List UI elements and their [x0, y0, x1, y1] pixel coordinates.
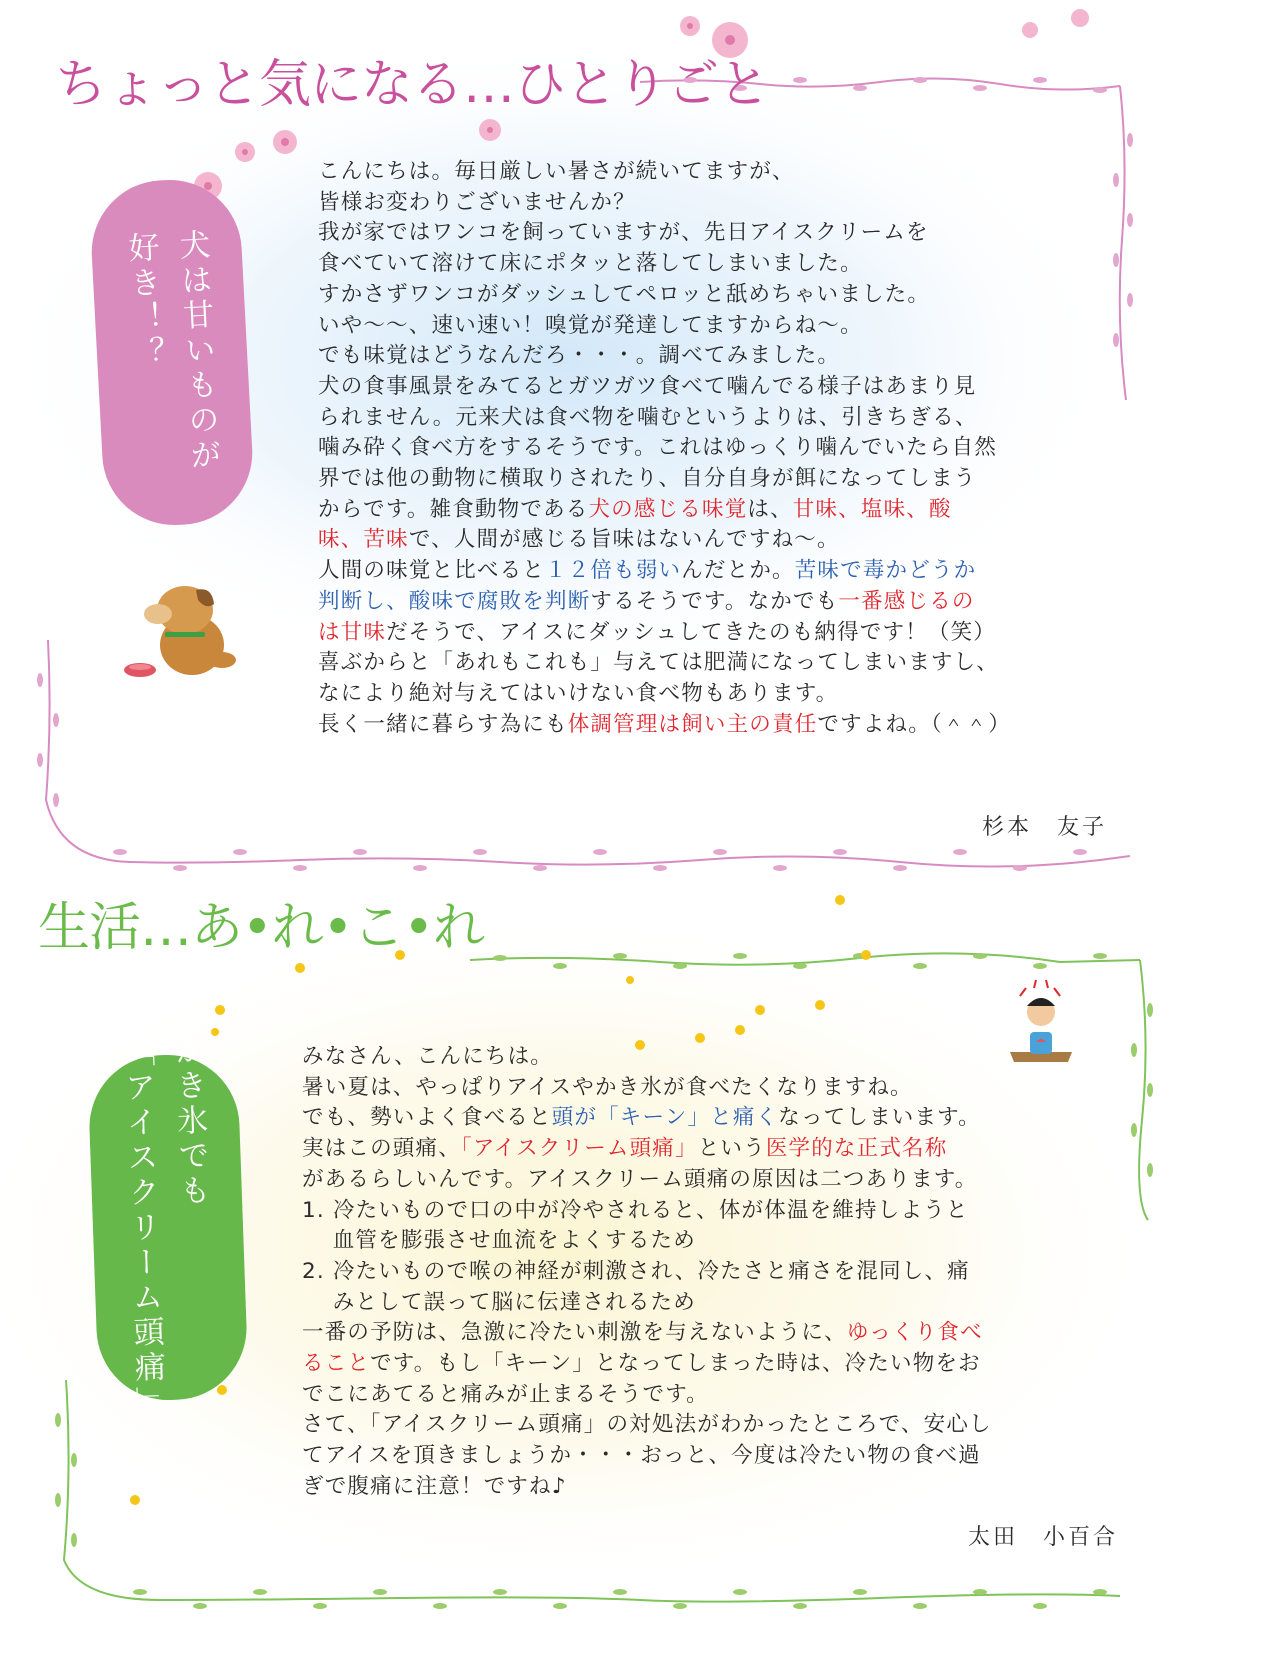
highlighted-text: ゆっくり食べ — [846, 1320, 983, 1346]
article-line — [318, 679, 1011, 710]
text-segment: 喜ぶからと「あれもこれも」与えては肥満になってしまいますし、 — [318, 650, 1000, 676]
article-line — [318, 618, 1011, 649]
text-segment: なってしまいます。 — [778, 1105, 981, 1131]
text-segment: からです。雑食動物である — [318, 496, 589, 522]
text-segment: 2. 冷たいもので喉の神経が刺激され、冷たさと痛さを混同し、痛 — [302, 1258, 970, 1284]
section2-topic-pill — [87, 1033, 249, 1422]
highlighted-text: １２倍も弱い — [545, 558, 682, 584]
text-segment: ぎで腹痛に注意！ですね♪ — [302, 1473, 567, 1499]
article-line — [318, 587, 1011, 618]
article-line — [302, 1226, 992, 1257]
cherry-blossom-icon — [1022, 22, 1038, 38]
text-segment: だそうで、アイスにダッシュしてきたのも納得です！（笑） — [386, 619, 997, 645]
highlighted-text: 体調管理は飼い主の責任 — [567, 711, 818, 737]
article-line — [302, 1349, 992, 1380]
article-line — [302, 1257, 992, 1288]
text-segment: 一番の予防は、急激に冷たい刺激を与えないように、 — [302, 1320, 847, 1346]
firefly-icon — [835, 895, 845, 905]
text-segment: てアイスを頂きましょうか・・・おっと、今度は冷たい物の食べ過 — [302, 1443, 981, 1469]
article-line — [302, 1288, 992, 1319]
firefly-icon — [295, 963, 305, 973]
article-line — [318, 372, 1011, 403]
text-segment: られません。元来犬は食べ物を噛むというよりは、引きちぎる、 — [318, 404, 978, 430]
text-segment: 我が家ではワンコを飼っていますが、先日アイスクリームを — [318, 220, 929, 246]
text-segment: 皆様お変わりございませんか？ — [318, 189, 636, 215]
highlighted-text: 「アイスクリーム頭痛」 — [460, 1136, 698, 1162]
text-segment: んだとか。 — [681, 558, 795, 584]
text-segment: があるらしいんです。アイスクリーム頭痛の原因は二つあります。 — [302, 1166, 978, 1192]
highlighted-text: 苦味で毒かどうか — [794, 558, 977, 584]
article-line — [302, 1165, 992, 1196]
text-segment: は、 — [747, 496, 793, 522]
text-segment: 噛み砕く食べ方をするそうです。これはゆっくり噛んでいたら自然 — [318, 435, 998, 461]
firefly-icon — [755, 1005, 765, 1015]
highlighted-text: 甘味、塩味、酸 — [792, 496, 952, 522]
article-line — [318, 157, 1011, 188]
text-segment: で、人間が感じる旨味はないんですね～。 — [408, 527, 840, 553]
text-segment: ですよね。（＾＾） — [817, 711, 1011, 737]
text-segment: 実はこの頭痛、 — [302, 1136, 461, 1162]
text-segment: 界では他の動物に横取りされたり、自分自身が餌になってしまう — [318, 466, 977, 492]
text-segment: でも、勢いよく食べると — [302, 1105, 552, 1131]
article-line — [318, 556, 1011, 587]
section1-title: ちょっと気になる…ひとりごと — [55, 55, 770, 115]
text-segment: なにより絶対与えてはいけない食べ物もあります。 — [318, 680, 839, 706]
cherry-blossom-icon — [1071, 9, 1089, 27]
firefly-icon — [735, 1025, 745, 1035]
text-segment: 血管を膨張させ血流をよくするため — [302, 1228, 696, 1254]
text-segment: 人間の味覚と比べると — [318, 558, 546, 584]
firefly-icon — [861, 950, 871, 960]
section2-article-text — [302, 1042, 992, 1503]
article-line — [302, 1441, 992, 1472]
firefly-icon — [815, 1000, 825, 1010]
article-line — [318, 495, 1011, 526]
highlighted-text: 医学的な正式名称 — [765, 1136, 948, 1162]
text-segment: でこにあてると痛みが止まるそうです。 — [302, 1381, 709, 1407]
section1-author: 杉本 友子 — [982, 815, 1108, 840]
article-line — [318, 403, 1011, 434]
text-segment: いや～～、速い速い！嗅覚が発達してますからね～。 — [318, 312, 863, 338]
text-segment: みなさん、こんにちは。 — [302, 1044, 553, 1069]
article-line — [318, 710, 1011, 741]
firefly-icon — [215, 1005, 225, 1015]
text-segment: 食べていて溶けて床にポタッと落してしまいました。 — [318, 251, 863, 277]
highlighted-text: 犬の感じる味覚 — [588, 496, 748, 522]
highlighted-text: 味、苦味 — [318, 527, 409, 553]
text-segment: 1. 冷たいもので口の中が冷やされると、体が体温を維持しようと — [302, 1197, 969, 1223]
article-line — [318, 433, 1011, 464]
section1-pill-line: 犬は甘いものが — [172, 227, 222, 475]
article-line — [302, 1380, 992, 1411]
article-line — [302, 1318, 992, 1349]
section1-topic-pill — [88, 176, 256, 528]
article-line — [302, 1196, 992, 1227]
section2-title: 生活…あ•れ•こ•れ — [38, 898, 485, 958]
firefly-icon — [130, 1495, 140, 1505]
article-line — [302, 1472, 992, 1503]
section2-pill-line: 「アイスクリーム頭痛」 — [117, 1035, 167, 1422]
text-segment: こんにちは。毎日厳しい暑さが続いてますが、 — [318, 159, 795, 184]
section2-author: 太田 小百合 — [968, 1525, 1119, 1550]
article-line — [318, 464, 1011, 495]
text-segment: さて、「アイスクリーム頭痛」の対処法がわかったところで、安心し — [302, 1412, 992, 1438]
text-segment: 長く一緒に暮らす為にも — [318, 711, 568, 737]
section2-pill-line: かき氷でも — [168, 1033, 211, 1210]
article-line — [318, 648, 1011, 679]
text-segment: でも味覚はどうなんだろ・・・。調べてみました。 — [318, 343, 841, 369]
article-line — [318, 311, 1011, 342]
highlighted-text: は甘味 — [318, 619, 387, 645]
section1-pill-line: 好き！？ — [121, 230, 165, 373]
highlighted-text: ること — [302, 1351, 371, 1377]
highlighted-text: 頭が「キーン」と痛く — [551, 1105, 779, 1131]
section2-pill-text — [113, 1033, 222, 1421]
article-line — [302, 1073, 992, 1104]
article-line — [318, 188, 1011, 219]
text-segment: です。もし「キーン」となってしまった時は、冷たい物をお — [370, 1351, 981, 1377]
article-line — [318, 218, 1011, 249]
article-line — [318, 249, 1011, 280]
firefly-icon — [626, 976, 634, 984]
firefly-icon — [211, 1028, 219, 1036]
text-segment: すかさずワンコがダッシュしてペロッと舐めちゃいました。 — [318, 281, 931, 307]
article-line — [302, 1042, 992, 1073]
section1-article-text — [318, 157, 1011, 740]
article-line — [318, 280, 1011, 311]
text-segment: みとして誤って脳に伝達されるため — [302, 1289, 696, 1315]
article-line — [302, 1134, 992, 1165]
text-segment: 暑い夏は、やっぱりアイスやかき氷が食べたくなりますね。 — [302, 1074, 913, 1100]
article-line — [302, 1103, 992, 1134]
section1-pill-text — [118, 228, 227, 478]
article-line — [318, 341, 1011, 372]
article-line — [302, 1410, 992, 1441]
highlighted-text: 一番感じるの — [838, 588, 975, 614]
text-segment: するそうです。なかでも — [590, 588, 839, 614]
text-segment: という — [697, 1136, 766, 1162]
article-line — [318, 525, 1011, 556]
text-segment: 犬の食事風景をみてるとガツガツ食べて噛んでる様子はあまり見 — [318, 373, 977, 399]
highlighted-text: 判断し、酸味で腐敗を判断 — [318, 588, 591, 614]
